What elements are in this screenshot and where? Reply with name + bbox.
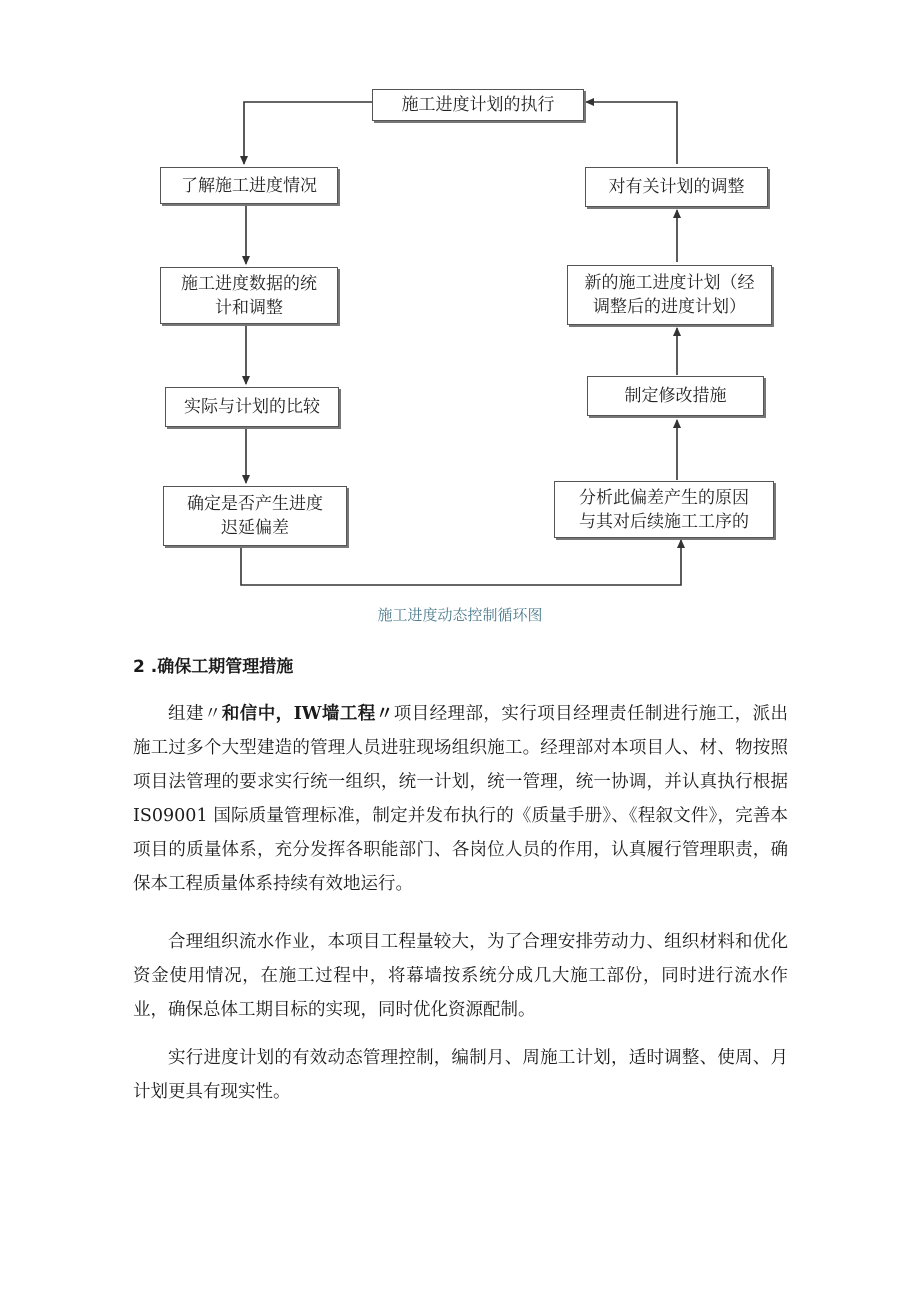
connector-determine-to-analyze — [241, 540, 681, 585]
progress-control-flowchart — [0, 0, 920, 600]
paragraph-1: 组建〃和信中，IW墙工程〃项目经理部，实行项目经理责任制进行施工，派出施工过多个大型建造的管理人员进驻现场组织施工。经理部对本项目人、材、物按照项目法管理的要求实行统一组织，统一计划，统一管理，统一协调，并认真执行根据 IS09001 国际质量管理标准，制定并发布执行的《质量手册》、《程叙文件》，完善本项目的质量体系，充分发挥各职能部门、各岗位人员的作用，认真履行管理职责，确保本工程质量体系持续有效地运行。 — [133, 704, 789, 894]
section-heading: 2 .确保工期管理措施 — [133, 657, 294, 677]
box-new-plan: 新的施工进度计划（经 调整后的进度计划） — [567, 265, 772, 325]
project-name-bold: 和信中，IW墙工程〃 — [221, 704, 394, 724]
box-compare: 实际与计划的比较 — [165, 387, 339, 427]
paragraph-2: 合理组织流水作业，本项目工程量较大，为了合理安排劳动力、组织材料和优化资金使用情况，在施工过程中，将幕墙按系统分成几大施工部份，同时进行流水作业，确保总体工期目标的实现，同时优化资源配制。 — [133, 932, 788, 1020]
box-make-measures: 制定修改措施 — [587, 376, 764, 416]
paragraph-3: 实行进度计划的有效动态管理控制，编制月、周施工计划，适时调整、使周、月计划更具有现实性。 — [133, 1048, 788, 1102]
box-determine-delay: 确定是否产生进度 迟延偏差 — [163, 486, 347, 546]
box-statistics-adjust: 施工进度数据的统 计和调整 — [160, 267, 338, 324]
box-execute-plan: 施工进度计划的执行 — [372, 89, 584, 121]
box-understand-progress: 了解施工进度情况 — [160, 167, 338, 204]
figure-caption: 施工进度动态控制循环图 — [377, 606, 543, 624]
connector-adjust-to-execute — [586, 102, 677, 164]
box-adjust-plan: 对有关计划的调整 — [585, 167, 768, 207]
box-analyze-cause: 分析此偏差产生的原因 与其对后续施工工序的 — [554, 481, 774, 538]
connector-execute-to-understand — [244, 102, 372, 164]
